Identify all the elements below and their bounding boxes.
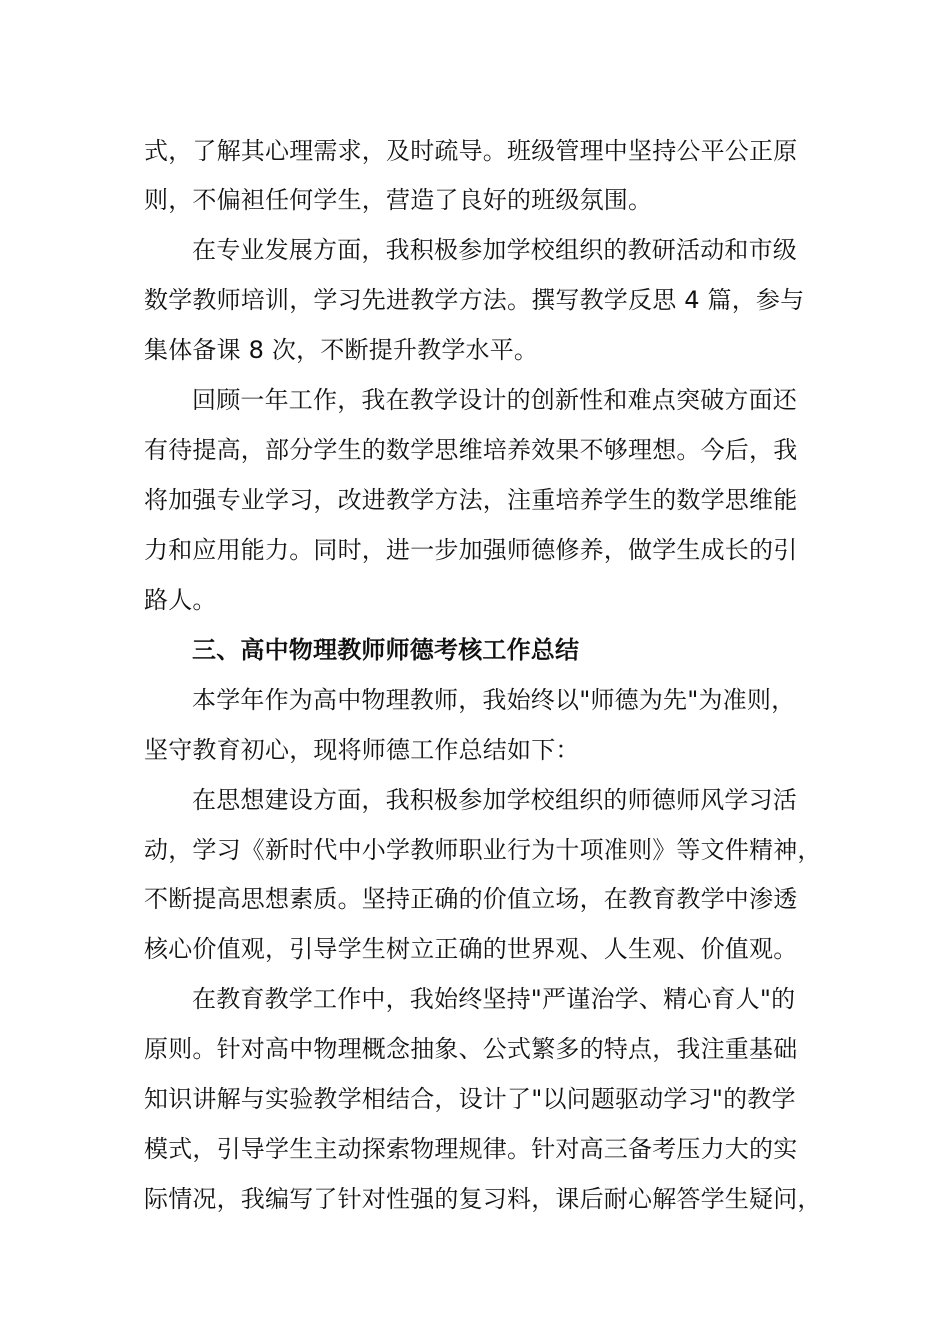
text-line: 有待提高，部分学生的数学思维培养效果不够理想。今后，我: [144, 436, 798, 464]
text-line: 数学教师培训，学习先进教学方法。撰写教学反思 4 篇，参与: [144, 286, 805, 314]
section-heading: 三、高中物理教师师德考核工作总结: [192, 636, 580, 664]
text-line: 则，不偏袒任何学生，营造了良好的班级氛围。: [144, 186, 653, 214]
paragraph-start: 回顾一年工作，我在教学设计的创新性和难点突破方面还: [192, 386, 797, 414]
text-line: 将加强专业学习，改进教学方法，注重培养学生的数学思维能: [144, 486, 798, 514]
paragraph-start: 在专业发展方面，我积极参加学校组织的教研活动和市级: [192, 236, 797, 264]
text-line: 核心价值观，引导学生树立正确的世界观、人生观、价值观。: [144, 935, 798, 963]
text-line: 原则。针对高中物理概念抽象、公式繁多的特点，我注重基础: [144, 1035, 798, 1063]
text-line: 力和应用能力。同时，进一步加强师德修养，做学生成长的引: [144, 536, 798, 564]
paragraph-start: 在思想建设方面，我积极参加学校组织的师德师风学习活: [192, 786, 797, 814]
text-line: 坚守教育初心，现将师德工作总结如下：: [144, 736, 580, 764]
text-line: 知识讲解与实验教学相结合，设计了"以问题驱动学习"的教学: [144, 1085, 796, 1113]
text-line: 动，学习《新时代中小学教师职业行为十项准则》等文件精神，: [144, 836, 822, 864]
text-line: 式，了解其心理需求，及时疏导。班级管理中坚持公平公正原: [144, 137, 798, 165]
text-line: 路人。: [144, 586, 217, 614]
paragraph-start: 本学年作为高中物理教师，我始终以"师德为先"为准则，: [192, 686, 796, 714]
paragraph-start: 在教育教学工作中，我始终坚持"严谨治学、精心育人"的: [192, 985, 796, 1013]
text-line: 集体备课 8 次，不断提升教学水平。: [144, 336, 539, 364]
text-line: 不断提高思想素质。坚持正确的价值立场，在教育教学中渗透: [144, 885, 798, 913]
text-line: 模式，引导学生主动探索物理规律。针对高三备考压力大的实: [144, 1135, 798, 1163]
text-line: 际情况，我编写了针对性强的复习料，课后耐心解答学生疑问，: [144, 1185, 822, 1213]
